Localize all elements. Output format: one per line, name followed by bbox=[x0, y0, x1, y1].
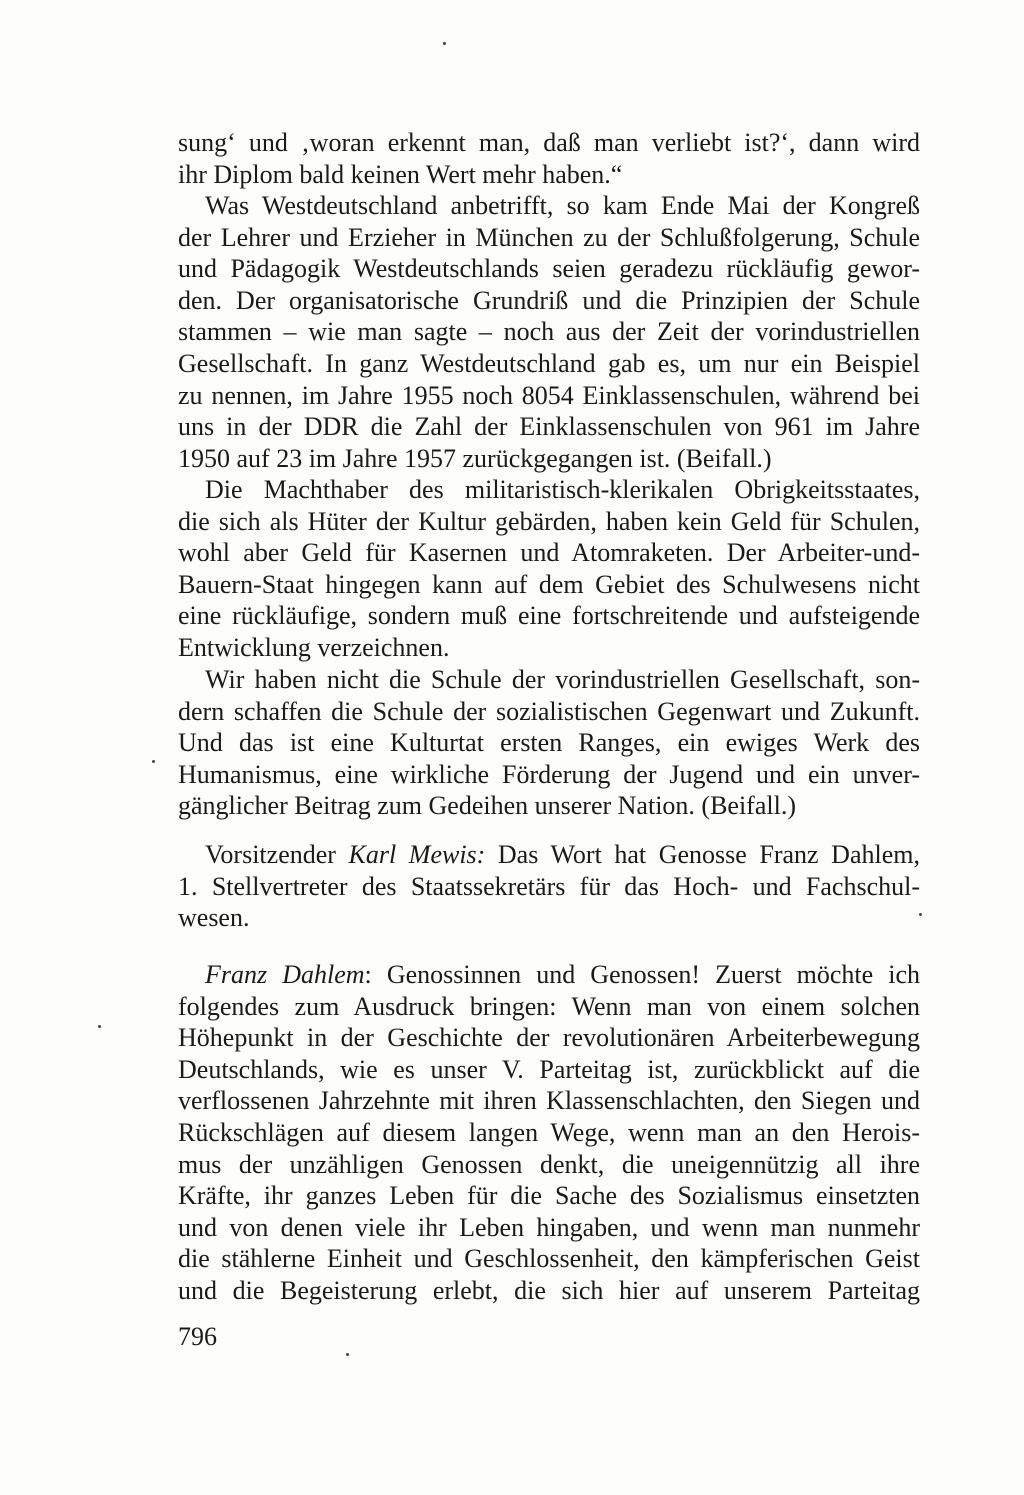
text-line: die sich als Hüter der Kultur gebärden, haben kein Geld für Schulen, bbox=[178, 506, 920, 536]
text-line: Und das ist eine Kulturtat ersten Ranges, ein ewiges Werk des bbox=[178, 728, 920, 758]
text-line: Höhepunkt in der Geschichte der revolutionären Arbeiterbewegung bbox=[178, 1023, 920, 1053]
text-line: eine rückläufige, sondern muß eine fortschreitende und aufsteigende bbox=[178, 601, 920, 631]
text-line: der Lehrer und Erzieher in München zu der Schlußfolgerung, Schule bbox=[178, 222, 920, 252]
text-line: 1950 auf 23 im Jahre 1957 zurückgegangen ist. (Beifall.) bbox=[178, 443, 772, 473]
text-line: ihr Diplom bald keinen Wert mehr haben.“ bbox=[178, 159, 623, 189]
scan-speck bbox=[346, 1353, 349, 1356]
text-line: folgendes zum Ausdruck bringen: Wenn man von einem solchen bbox=[178, 991, 920, 1021]
text-line: Was Westdeutschland anbetrifft, so kam Ende Mai der Kongreß bbox=[205, 191, 920, 220]
text-line bbox=[178, 959, 920, 991]
text-line: und Pädagogik Westdeutschlands seien geradezu rückläufig gewor- bbox=[178, 254, 920, 284]
speaker-name: Karl Mewis: bbox=[348, 840, 486, 869]
text-line: uns in der DDR die Zahl der Einklassenschulen von 961 im Jahre bbox=[178, 412, 920, 442]
text-line: verflossenen Jahrzehnte mit ihren Klassenschlachten, den Siegen und bbox=[178, 1086, 920, 1116]
text-line: Kräfte, ihr ganzes Leben für die Sache des Sozialismus einsetzten bbox=[178, 1181, 920, 1211]
paragraph-continuation bbox=[178, 127, 920, 190]
text-line: wohl aber Geld für Kasernen und Atomraketen. Der Arbeiter-und- bbox=[178, 538, 920, 568]
text-line: Bauern-Staat hingegen kann auf dem Gebiet des Schulwesens nicht bbox=[178, 569, 920, 599]
chair-prefix: Vorsitzender bbox=[205, 840, 349, 869]
speaker-name: Franz Dahlem bbox=[205, 960, 365, 989]
text-line: dern schaffen die Schule der sozialistischen Gegenwart und Zukunft. bbox=[178, 696, 920, 726]
text-line: und die Begeisterung erlebt, die sich hier auf unserem Parteitag bbox=[178, 1275, 920, 1305]
text-line: die stählerne Einheit und Geschlossenheit, den kämpferischen Geist bbox=[178, 1244, 920, 1274]
text-line: mus der unzähligen Genossen denkt, die uneigennützig all ihre bbox=[178, 1149, 920, 1179]
speech-paragraph bbox=[178, 959, 920, 1307]
text-line: gänglicher Beitrag zum Gedeihen unserer Nation. (Beifall.) bbox=[178, 791, 796, 821]
text-line: wesen. bbox=[178, 903, 250, 933]
text-line: Wir haben nicht die Schule der vorindustriellen Gesellschaft, son- bbox=[205, 665, 920, 694]
text-line: Deutschlands, wie es unser V. Parteitag ist, zurückblickt auf die bbox=[178, 1054, 920, 1084]
text-line: 1. Stellvertreter des Staatssekretärs für das Hoch- und Fachschul- bbox=[178, 871, 920, 901]
text-line: Gesellschaft. In ganz Westdeutschland gab es, um nur ein Beispiel bbox=[178, 348, 920, 378]
page-number: 796 bbox=[178, 1322, 217, 1351]
scan-speck bbox=[443, 42, 446, 45]
paragraph-west-germany bbox=[178, 190, 920, 474]
speech-text: : Genossinnen und Genossen! Zuerst möchte ich bbox=[364, 960, 920, 989]
scan-speck bbox=[919, 913, 922, 916]
text-line: Humanismus, eine wirkliche Förderung der Jugend und ein unver- bbox=[178, 759, 920, 789]
text-line: den. Der organisatorische Grundriß und die Prinzipien der Schule bbox=[178, 285, 920, 315]
text-line: stammen – wie man sagte – noch aus der Zeit der vorindustriellen bbox=[178, 317, 920, 347]
scan-speck bbox=[98, 1025, 101, 1028]
text-line bbox=[178, 839, 920, 871]
chair-note bbox=[178, 839, 920, 934]
chair-text: Das Wort hat Genosse Franz Dahlem, bbox=[485, 840, 920, 869]
paragraph-rulers bbox=[178, 474, 920, 664]
text-line: Die Machthaber des militaristisch-klerikalen Obrigkeitsstaates, bbox=[205, 475, 920, 504]
text-line: Rückschlägen auf diesem langen Wege, wenn man an den Herois- bbox=[178, 1117, 920, 1147]
paragraph-school bbox=[178, 664, 920, 822]
scan-speck bbox=[152, 760, 155, 763]
text-line: und von denen viele ihr Leben hingaben, und wenn man nunmehr bbox=[178, 1212, 920, 1242]
text-line: Entwicklung verzeichnen. bbox=[178, 632, 450, 662]
text-line: sung‘ und ‚woran erkennt man, daß man verliebt ist?‘, dann wird bbox=[178, 128, 920, 157]
text-line: zu nennen, im Jahre 1955 noch 8054 Einklassenschulen, während bei bbox=[178, 380, 920, 410]
